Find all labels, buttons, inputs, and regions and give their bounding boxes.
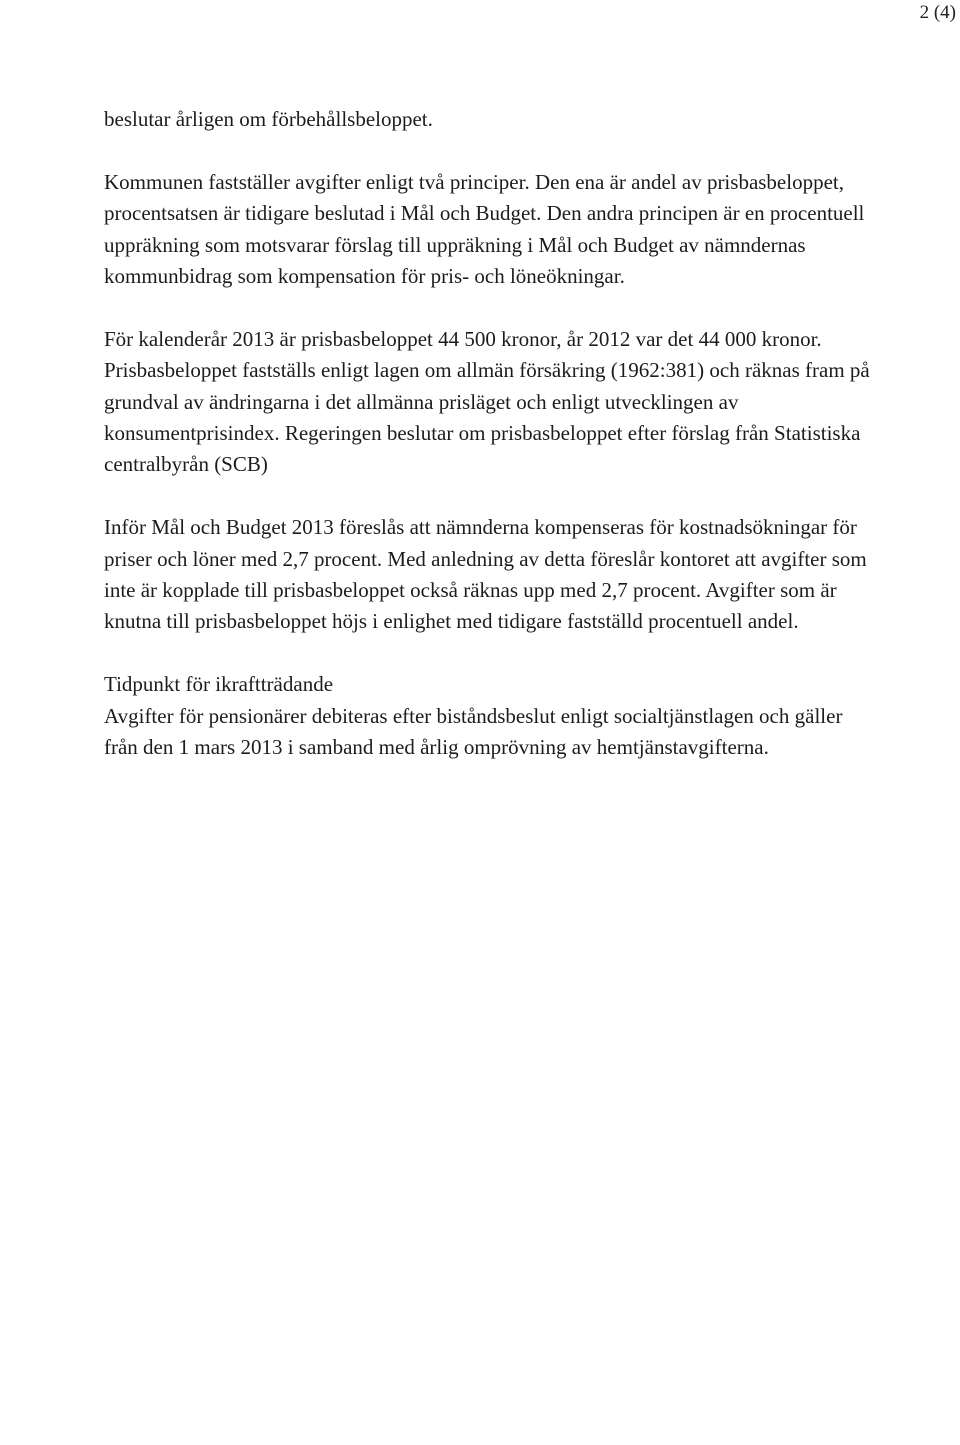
text-line: uppräkning som motsvarar förslag till uppräkning i Mål och Budget av nämndernas: [104, 232, 806, 257]
text-line: kommunbidrag som kompensation för pris- och löneökningar.: [104, 264, 625, 289]
page-number: 2 (4): [919, 2, 956, 23]
paragraph-budget-compensation: [104, 512, 939, 638]
text-line: priser och löner med 2,7 procent. Med anledning av detta föreslår kontoret att avgifter som: [104, 546, 867, 571]
text-line: knutna till prisbasbeloppet höjs i enlighet med tidigare fastställd procentuell andel.: [104, 609, 799, 634]
document-body: [104, 104, 939, 795]
paragraph-fee-principles: [104, 167, 939, 293]
text-line: För kalenderår 2013 är prisbasbeloppet 44 500 kronor, år 2012 var det 44 000 kronor.: [104, 326, 822, 351]
text-line: procentsatsen är tidigare beslutad i Mål och Budget. Den andra principen är en procentuell: [104, 201, 865, 226]
text-line: Avgifter för pensionärer debiteras efter biståndsbeslut enligt socialtjänstlagen och gäller: [104, 703, 843, 728]
section-effective-date: [104, 669, 939, 763]
text-line: grundval av ändringarna i det allmänna prisläget och enligt utvecklingen av: [104, 389, 739, 414]
text-line: Prisbasbeloppet fastställs enligt lagen om allmän försäkring (1962:381) och räknas fram på: [104, 358, 870, 383]
section-heading: Tidpunkt för ikraftträdande: [104, 672, 334, 697]
text-line: centralbyrån (SCB): [104, 452, 268, 477]
text-line: konsumentprisindex. Regeringen beslutar om prisbasbeloppet efter förslag från Statistiska: [104, 421, 861, 446]
text-line: inte är kopplade till prisbasbeloppet också räknas upp med 2,7 procent. Avgifter som är: [104, 578, 837, 603]
paragraph-price-base-amount: [104, 324, 939, 481]
text-line: beslutar årligen om förbehållsbeloppet.: [104, 107, 433, 131]
text-line: från den 1 mars 2013 i samband med årlig omprövning av hemtjänstavgifterna.: [104, 735, 769, 760]
text-line: Inför Mål och Budget 2013 föreslås att nämnderna kompenseras för kostnadsökningar för: [104, 515, 857, 540]
paragraph-reservation-amount: [104, 104, 939, 135]
text-line: Kommunen fastställer avgifter enligt två principer. Den ena är andel av prisbasbeloppet,: [104, 169, 844, 194]
